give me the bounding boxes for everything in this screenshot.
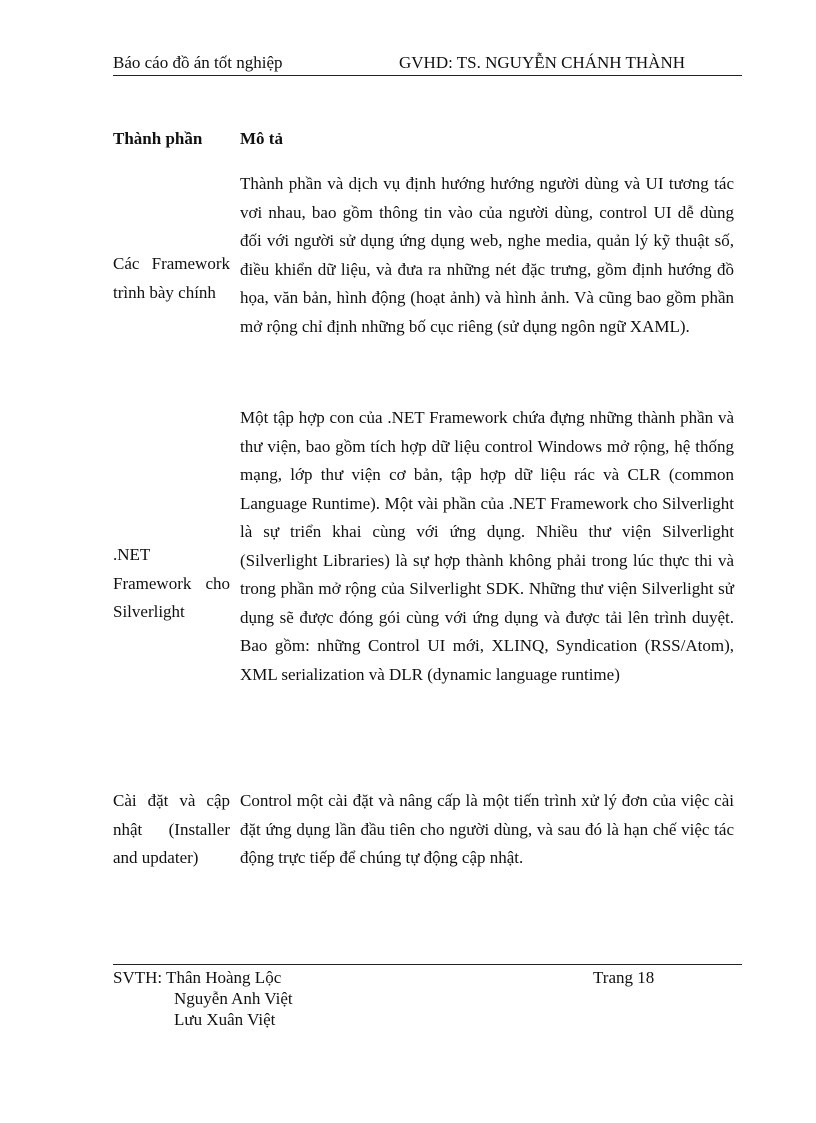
footer-divider: [113, 964, 742, 965]
row-1-description: Thành phần và dịch vụ định hướng hướng người dùng và UI tương tác vơi nhau, bao gồm thông tin vào của người dùng, control UI dễ dùng đối với người sử dụng ứng dụng web, nghe media, quản lý kỹ thuật số, điều khiển dữ liệu, và đưa ra những nét đặc trưng, gồm định hướng đồ họa, văn bản, hình động (hoạt ảnh) và hình ảnh. Và cũng bao gồm phần mở rộng chỉ định những bố cục riêng (sử dụng ngôn ngữ XAML).: [240, 174, 734, 336]
supervisor-name: GVHD: TS. NGUYỄN CHÁNH THÀNH: [399, 53, 686, 72]
row-1-component: Các Framework trình bày chính: [113, 254, 230, 302]
row-3-description: Control một cài đặt và nâng cấp là một tiến trình xử lý đơn của việc cài đặt ứng dụng lần đầu tiên cho người dùng, và sau đó là hạn chế việc tác động trực tiếp để chúng tự động cập nhật.: [240, 791, 734, 867]
footer-student-1: SVTH: Thân Hoàng Lộc: [113, 968, 282, 987]
row-3-component: Cài đặt và cập nhật (Installer and updater): [113, 791, 230, 867]
page-number: Trang 18: [593, 968, 655, 987]
row-2-component: .NET Framework cho Silverlight: [113, 545, 230, 621]
footer-student-3: Lưu Xuân Việt: [174, 1010, 276, 1029]
footer-student-2: Nguyễn Anh Việt: [174, 989, 293, 1008]
column-header-component: Thành phần: [113, 129, 203, 148]
report-title: Báo cáo đồ án tốt nghiệp: [113, 53, 283, 72]
row-2-description: Một tập hợp con của .NET Framework chứa đựng những thành phần và thư viện, bao gồm tích hợp dữ liệu control Windows mở rộng, hệ thống mạng, lớp thư viện cơ bản, tập hợp dữ liệu rác và CLR (common Language Runtime). Một vài phần của .NET Framework cho Silverlight là sự triển khai cùng với ứng dụng. Nhiều thư viện Silverlight (Silverlight Libraries) là sự hợp thành không phải trong lúc thực thi và trong phần mở rộng của Silverlight SDK. Những thư viện Silverlight sử dụng sẽ được đóng gói cùng với ứng dụng và được tải lên trình duyệt. Bao gồm: những Control UI mới, XLINQ, Syndication (RSS/Atom), XML serialization và DLR (dynamic language runtime): [240, 408, 734, 684]
column-header-description: Mô tả: [240, 129, 283, 148]
page-header: [113, 53, 742, 76]
